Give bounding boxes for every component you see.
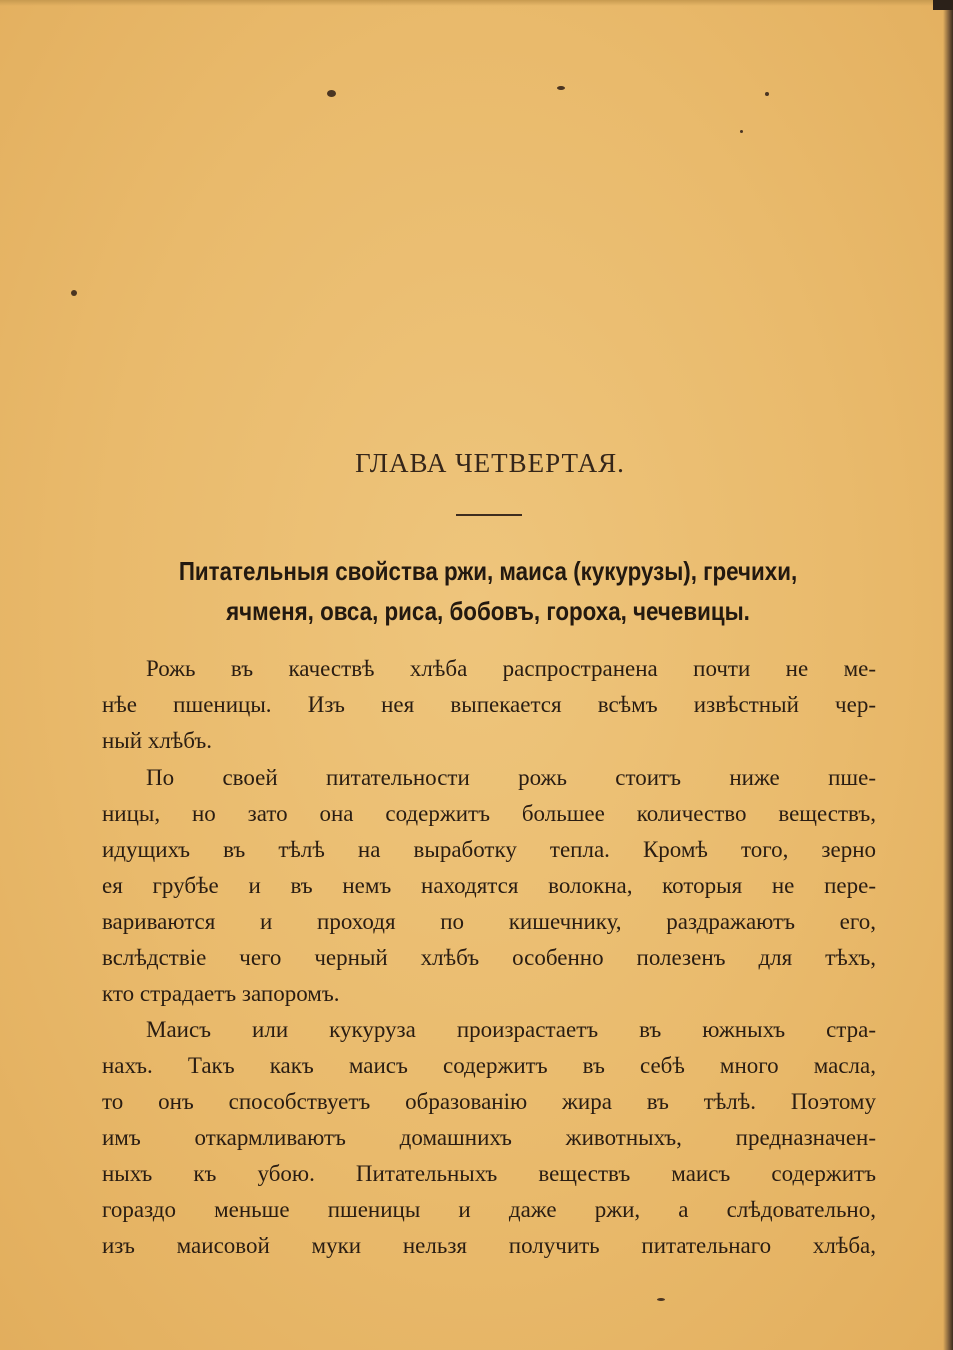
body-line: вариваются и проходя по кишечнику, раздражаютъ его, — [102, 909, 876, 934]
ink-speck — [657, 1298, 665, 1301]
chapter-subtitle-line-1: Питательныя свойства ржи, маиса (кукурузы), гречихи, — [178, 556, 798, 586]
body-line: ея грубѣе и въ немъ находятся волокна, которыя не пере- — [102, 873, 876, 898]
ink-speck — [71, 290, 77, 296]
page-corner — [933, 0, 953, 10]
body-line: Рожь въ качествѣ хлѣба распространена почти не ме- — [146, 656, 876, 681]
body-line: идущихъ въ тѣлѣ на выработку тепла. Кромѣ того, зерно — [102, 837, 876, 862]
body-line: нахъ. Такъ какъ маисъ содержитъ въ себѣ много масла, — [102, 1053, 876, 1078]
chapter-subtitle-line-2: ячменя, овса, риса, бобовъ, гороха, чечевицы. — [226, 596, 750, 626]
body-line: изъ маисовой муки нельзя получить питательнаго хлѣба, — [102, 1233, 876, 1258]
body-line: ныхъ къ убою. Питательныхъ веществъ маисъ содержитъ — [102, 1161, 876, 1186]
page-top-shadow — [0, 0, 953, 6]
body-line: кто страдаетъ запоромъ. — [102, 981, 340, 1006]
ink-speck — [557, 86, 565, 90]
chapter-title: ГЛАВА ЧЕТВЕРТАЯ. — [355, 448, 625, 478]
ink-speck — [765, 92, 769, 96]
body-line: имъ откармливаютъ домашнихъ животныхъ, предназначен- — [102, 1125, 876, 1150]
body-line: По своей питательности рожь стоитъ ниже пше- — [146, 765, 876, 790]
body-line: вслѣдствіе чего черный хлѣбъ особенно полезенъ для тѣхъ, — [102, 945, 876, 970]
ink-speck — [740, 130, 743, 133]
ink-speck — [327, 90, 336, 97]
body-line: то онъ способствуетъ образованію жира въ тѣлѣ. Поэтому — [102, 1089, 876, 1114]
body-line: ный хлѣбъ. — [102, 728, 213, 753]
body-line: Маисъ или кукуруза произрастаетъ въ южныхъ стра- — [146, 1017, 876, 1042]
page-right-edge — [943, 0, 953, 1350]
body-line: нѣе пшеницы. Изъ нея выпекается всѣмъ извѣстный чер- — [102, 692, 876, 717]
title-divider — [456, 514, 522, 516]
body-line: ницы, но зато она содержитъ большее количество веществъ, — [102, 801, 876, 826]
body-line: гораздо меньше пшеницы и даже ржи, а слѣдовательно, — [102, 1197, 876, 1222]
